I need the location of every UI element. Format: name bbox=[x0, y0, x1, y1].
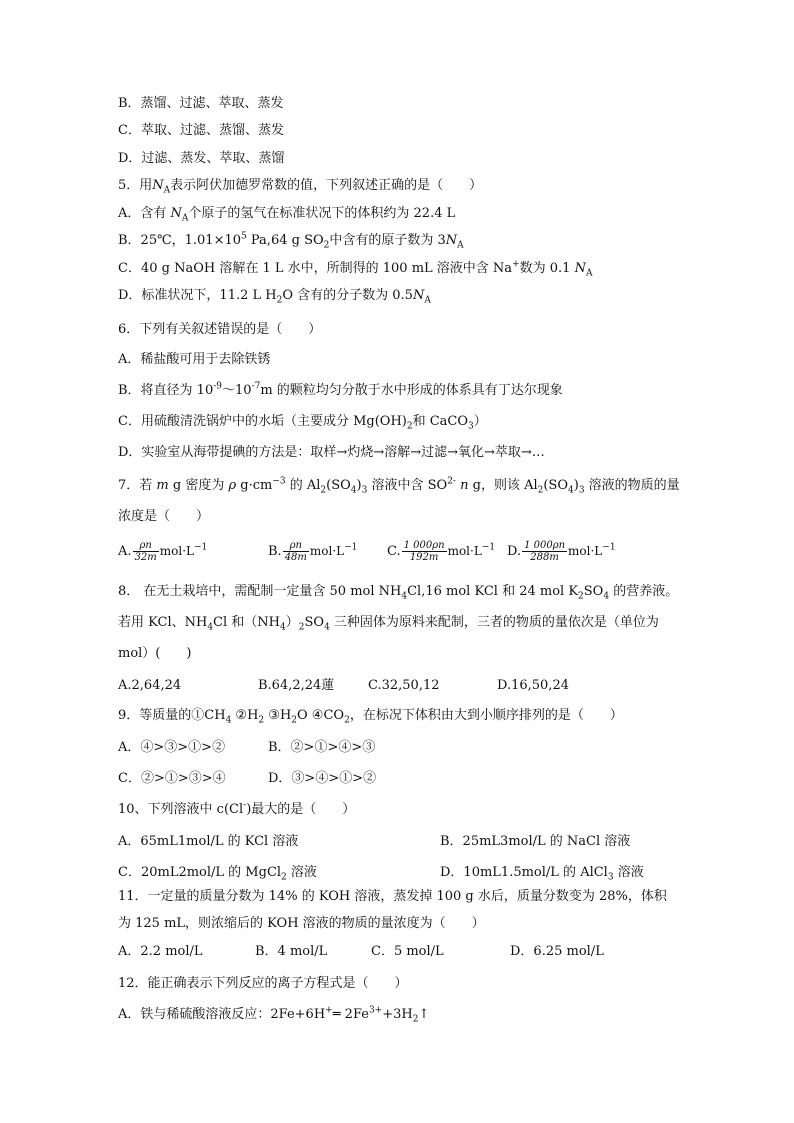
q5-option-c: C．40 g NaOH 溶解在 1 L 水中，所制得的 100 mL 溶液中含 Na+数为 0.1 $N_A$ bbox=[118, 259, 593, 279]
q10-option-b: B．25mL3mol/L 的 NaCl 溶液 bbox=[440, 834, 631, 849]
q5-option-a: A．含有 $N_A$个原子的氢气在标准状况下的体积约为 22.4 L bbox=[118, 206, 456, 224]
q6-option-c: C．用硫酸清洗锅炉中的水垢（主要成分 $Mg(OH)_2$和 CaCO$_3$） bbox=[118, 414, 487, 432]
q8-option-c: C.32,50,12 bbox=[368, 678, 440, 693]
q9-stem: 9．等质量的$①CH_4$ $②H_2$ $③H_2O$ $④CO_2$，在标况下体积由大到小顺序排列的是（ ） bbox=[118, 708, 623, 726]
q8-stem-1: 8． 在无土栽培中，需配制一定量含 50 mol $NH_4Cl,16$ mol KCl 和 24 mol $K_2SO_4$ 的营养液。 bbox=[118, 584, 679, 602]
q6-option-d: D．实验室从海带提碘的方法是：取样→灼烧→溶解→过滤→氧化→萃取→… bbox=[118, 445, 545, 460]
q5-stem: 5．用$N_A$表示阿伏加德罗常数的值，下列叙述正确的是（ ） bbox=[118, 178, 483, 196]
q8-option-a: A.2,64,24 bbox=[118, 678, 182, 693]
q9-option-a: A．④>③>①>② bbox=[118, 740, 226, 755]
q11-option-d: D．6.25 mol/L bbox=[510, 944, 604, 959]
q10-option-d: D．10mL1.5mol/L 的 AlCl$_3$ 溶液 bbox=[440, 865, 644, 883]
q7-option-c: C. $\frac{1 000\rho n}{192m}$ $mol\cdot L^{-1}$ bbox=[387, 540, 496, 563]
q8-stem-2: 若用 KCl、$NH_4Cl$ 和$(NH_4)_2SO_4$ 三种固体为原料来配制，三者的物质的量依次是（单位为 bbox=[118, 615, 659, 633]
q7-option-a: A. $\frac{\rho n}{32m}$ $mol\cdot L^{-1}$ bbox=[118, 540, 208, 563]
q5-option-d: D．标准状况下，11.2 L $H_2O$ 含有的分子数为 $0.5N_A$ bbox=[118, 288, 431, 306]
q5-option-b: B．25℃，$1.01\times 10^5$ Pa,64 g $SO_2$中含有的原子数为 $3N_A$ bbox=[118, 231, 464, 251]
q4-option-c: C．萃取、过滤、蒸馏、蒸发 bbox=[118, 123, 284, 138]
q8-stem-3: mol）( ) bbox=[118, 646, 192, 661]
q10-option-c: C．20mL2mol/L 的 MgCl$_2$ 溶液 bbox=[118, 865, 317, 883]
q7-option-d: D. $\frac{1 000\rho n}{288m}$ $mol\cdot L^{-1}$ bbox=[507, 540, 616, 563]
q4-option-b: B．蒸馏、过滤、萃取、蒸发 bbox=[118, 96, 284, 111]
q12-option-a: A．铁与稀硫酸溶液反应：2Fe+6H+═ $2Fe^{3+}+3H_2↑$ bbox=[118, 1005, 430, 1025]
q11-option-c: C．5 mol/L bbox=[371, 944, 444, 959]
q9-option-d: D．③>④>①>② bbox=[268, 771, 377, 786]
q9-option-b: B．②>①>④>③ bbox=[268, 740, 376, 755]
q6-option-a: A．稀盐酸可用于去除铁锈 bbox=[118, 352, 271, 367]
q8-option-d: D.16,50,24 bbox=[497, 678, 569, 693]
q11-stem-1: 11．一定量的质量分数为 14% 的 KOH 溶液，蒸发掉 100 g 水后，质量分数变为 28%，体积 bbox=[118, 889, 667, 904]
q12-stem: 12．能正确表示下列反应的离子方程式是（ ） bbox=[118, 976, 408, 991]
q11-stem-2: 为 125 mL，则浓缩后的 KOH 溶液的物质的量浓度为（ ） bbox=[118, 916, 485, 931]
q10-stem: 10、下列溶液中 c(Cl-)最大的是（ ） bbox=[118, 800, 356, 817]
q7-option-b: B. $\frac{\rho n}{48m}$ $mol\cdot L^{-1}$ bbox=[268, 540, 358, 563]
q9-option-c: C．②>①>③>④ bbox=[118, 771, 226, 786]
q7-stem-continued: 浓度是（ ） bbox=[118, 509, 210, 524]
q11-option-a: A．2.2 mol/L bbox=[118, 944, 203, 959]
q4-option-d: D．过滤、蒸发、萃取、蒸馏 bbox=[118, 151, 285, 166]
q6-stem: 6．下列有关叙述错误的是（ ） bbox=[118, 322, 322, 337]
q11-option-b: B．4 mol/L bbox=[255, 944, 328, 959]
q10-option-a: A．65mL1mol/L 的 KCl 溶液 bbox=[118, 834, 299, 849]
q7-stem: 7．若 m g 密度为 ρ $g\cdot cm^{-3}$ 的 $Al_2(SO_4)_3$ 溶液中含 $SO^{2-}$ n g，则该 $Al_2(SO_4)_3$ 溶液的物质的量 bbox=[118, 476, 680, 496]
q6-option-b: B．将直径为 $10^{-9}\sim 10^{-7}m$ 的颗粒均匀分散于水中形成的体系具有丁达尔现象 bbox=[118, 381, 563, 398]
q8-option-b: B.64,2,24蓮 bbox=[258, 678, 335, 693]
